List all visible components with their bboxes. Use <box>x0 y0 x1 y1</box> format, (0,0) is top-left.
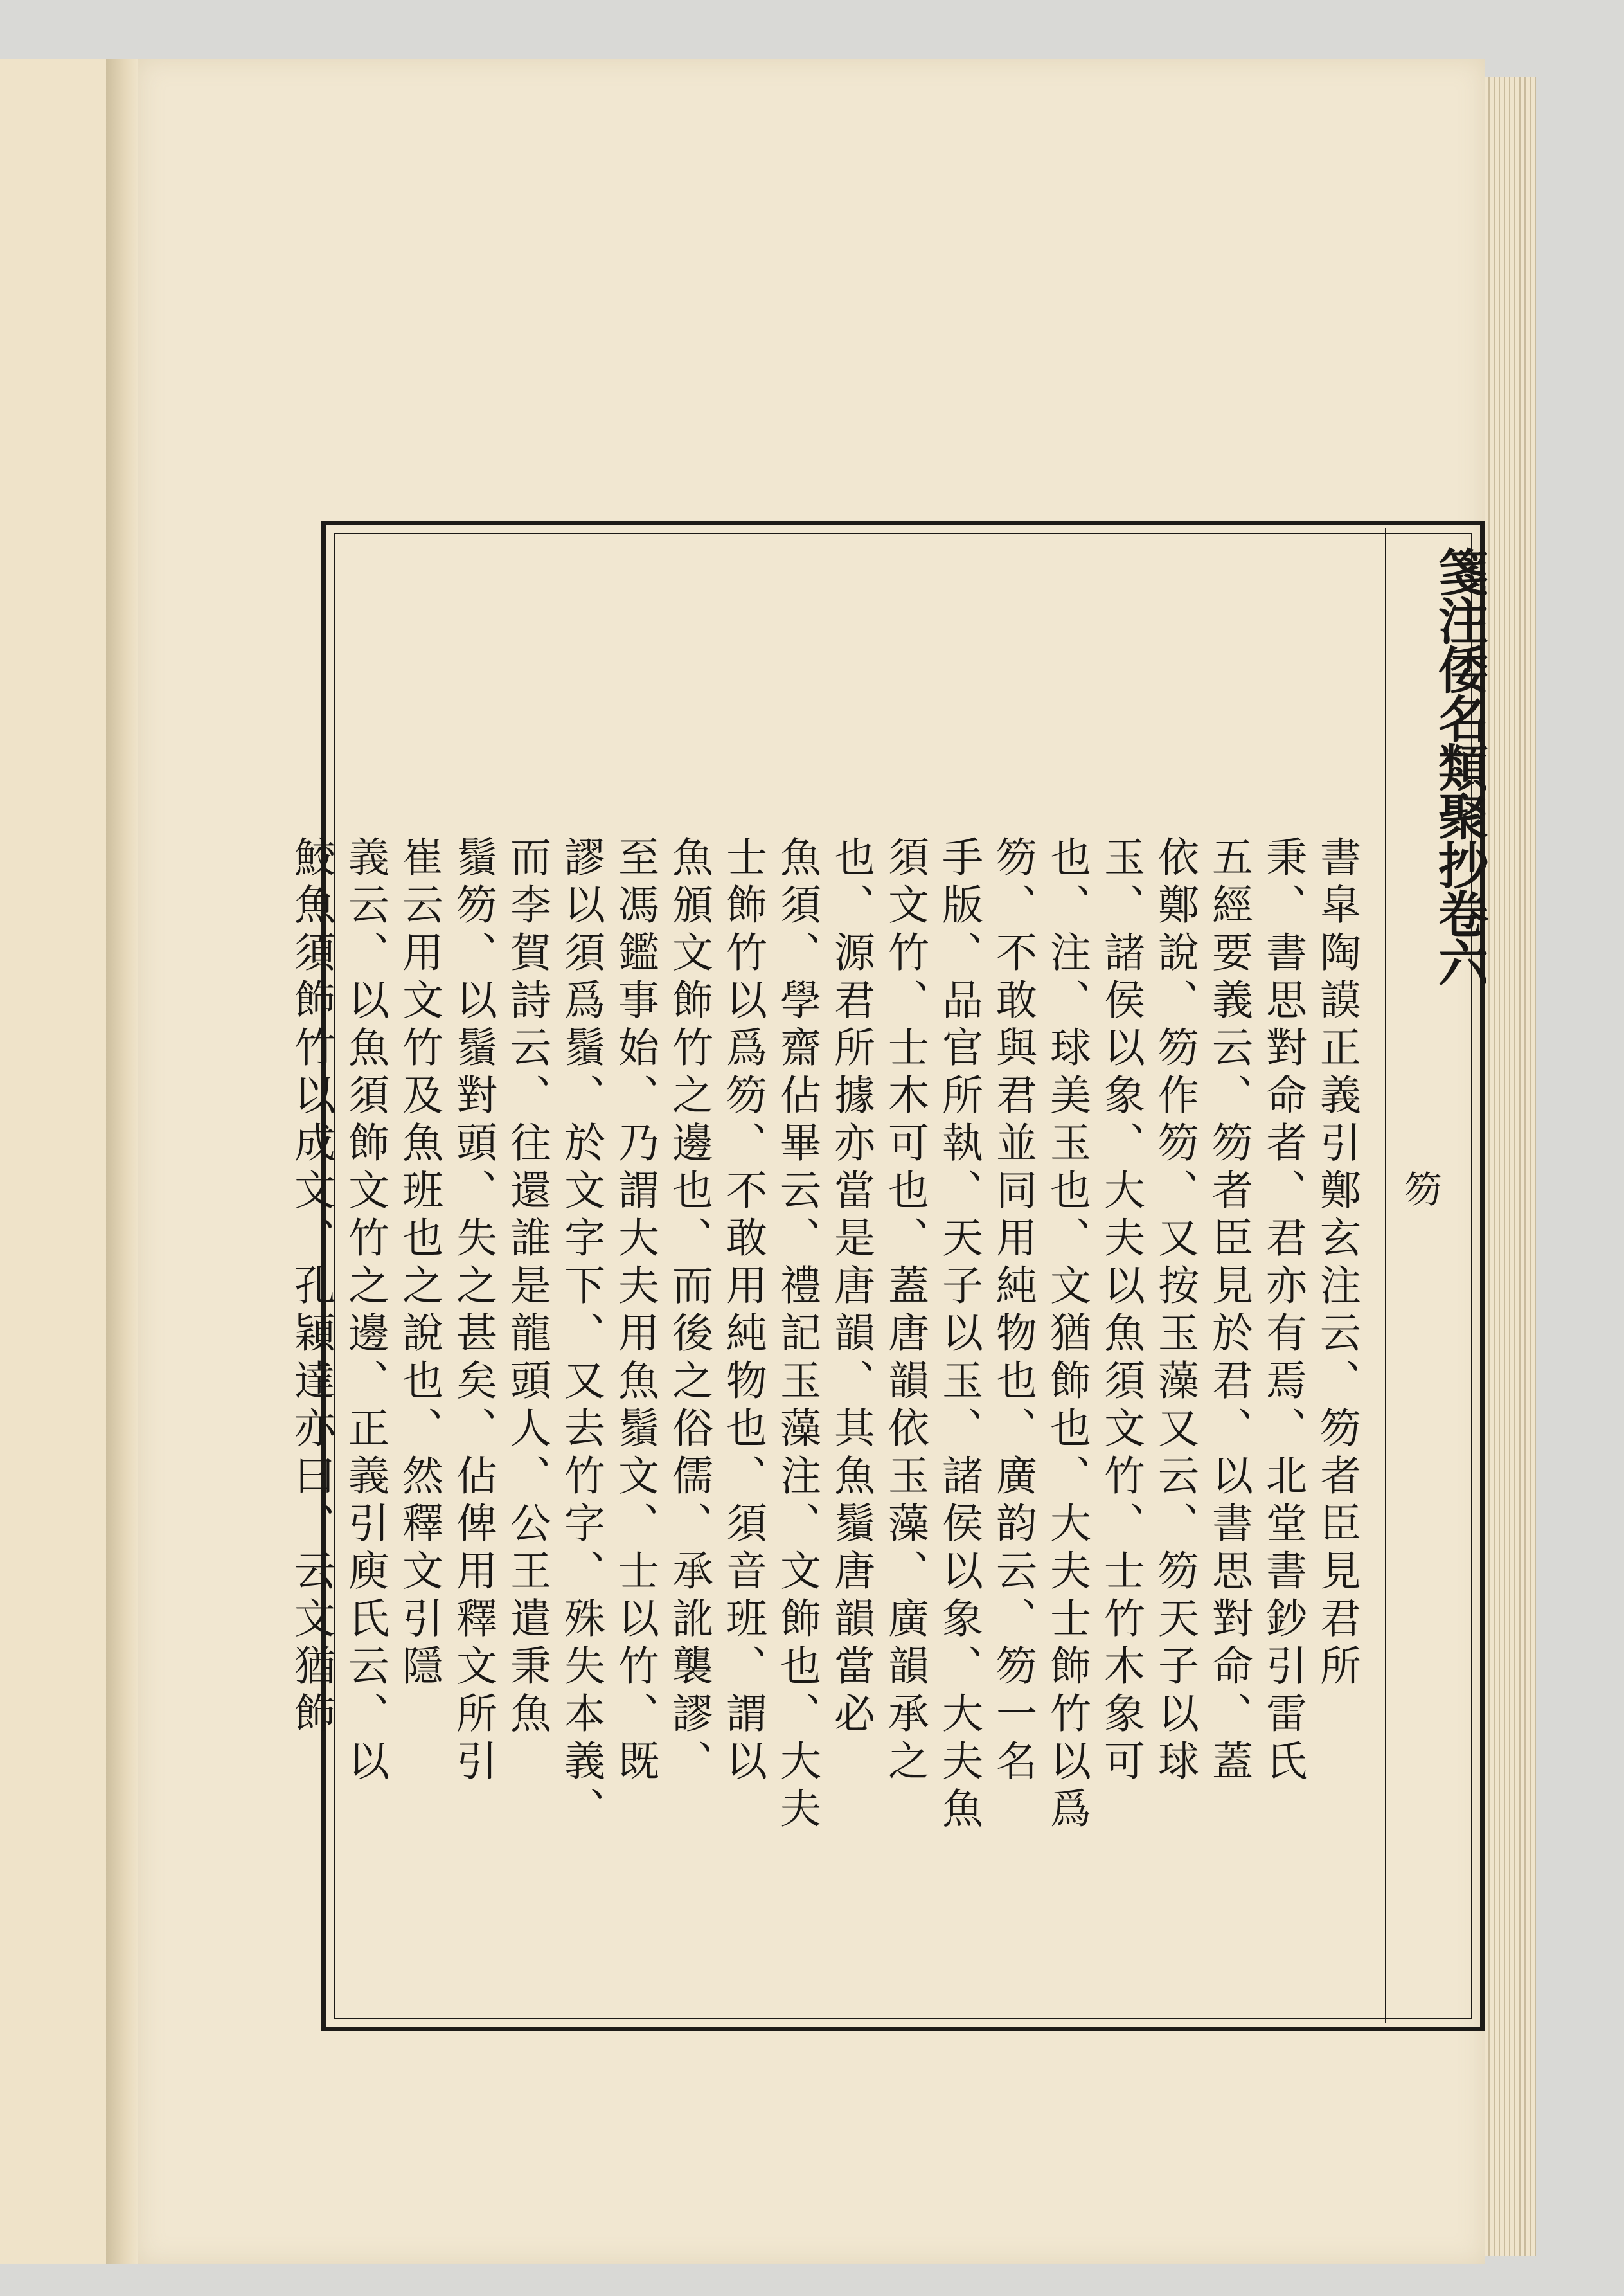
book-title: 箋注倭名類聚抄 <box>1430 546 1488 888</box>
text-column: 手版、品官所執、天子以玉、諸侯以象、大夫魚 <box>935 836 983 1834</box>
text-column: 鮫魚須飾竹以成文、孔穎達亦曰、云文猶飾 <box>287 836 335 1739</box>
text-column: 崔云用文竹及魚班也之說也、然釋文引隱 <box>395 836 443 1692</box>
text-column: 五經要義云、笏者臣見於君、以書思對命、蓋 <box>1205 836 1253 1787</box>
text-column: 笏、不敢與君並同用純物也、廣韵云、笏一名 <box>989 836 1037 1787</box>
volume-label: 卷六 <box>1430 888 1488 986</box>
text-column: 也、注、球美玉也、文猶飾也、大夫士飾竹以爲 <box>1043 836 1091 1834</box>
section-title: 笏 <box>1398 1170 1442 1207</box>
text-column: 義云、以魚須飾文竹之邊、正義引庾氏云、以 <box>341 836 389 1787</box>
text-column: 鬚笏、以鬚對頭、失之甚矣、佔俾用釋文所引 <box>449 836 497 1787</box>
text-column: 魚頒文飾竹之邊也、而後之俗儒、承訛襲謬、 <box>665 836 713 1787</box>
left-page <box>0 59 109 2264</box>
text-column: 而李賀詩云、往還誰是龍頭人、公王遣秉魚 <box>503 836 551 1739</box>
running-header <box>1427 546 1491 986</box>
text-column: 書皐陶謨正義引鄭玄注云、笏者臣見君所 <box>1313 836 1361 1692</box>
text-column: 魚須、學齋佔畢云、禮記玉藻注、文飾也、大夫 <box>773 836 821 1834</box>
text-column: 謬以須爲鬚、於文字下、又去竹字、殊失本義、 <box>557 836 605 1834</box>
text-column: 也、源君所據亦當是唐韻、其魚鬚唐韻當必 <box>827 836 875 1739</box>
text-column: 玉、諸侯以象、大夫以魚須文竹、士竹木象可 <box>1097 836 1145 1787</box>
header-rule <box>1385 528 1386 2023</box>
text-column: 秉、書思對命者、君亦有焉、北堂書鈔引雷氏 <box>1259 836 1307 1787</box>
book-gutter <box>106 59 138 2264</box>
text-column: 依鄭說、笏作笏、又按玉藻又云、笏天子以球 <box>1151 836 1199 1787</box>
text-column: 至馮鑑事始、乃謂大夫用魚鬚文、士以竹、既 <box>611 836 659 1787</box>
text-column: 士飾竹以爲笏、不敢用純物也、須音班、謂以 <box>719 836 767 1787</box>
text-column: 須文竹、士木可也、蓋唐韻依玉藻、廣韻承之 <box>881 836 929 1787</box>
page-edges <box>1485 77 1536 2256</box>
